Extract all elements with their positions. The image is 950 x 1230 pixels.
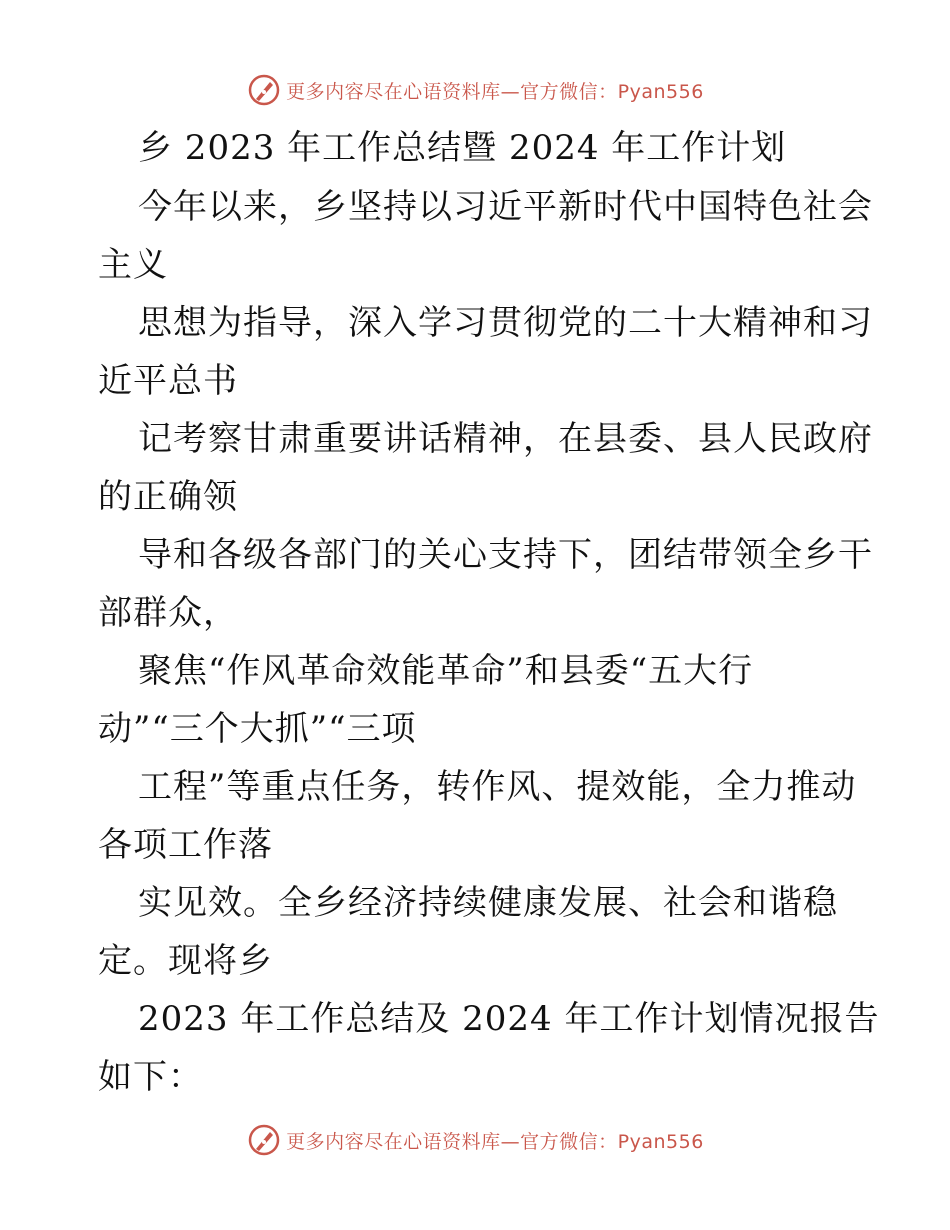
paragraph-line: 动”“三个大抓”“三项 xyxy=(98,709,417,749)
pen-logo-icon xyxy=(246,1122,282,1158)
paragraph-line: 聚焦“作风革命效能革命”和县委“五大行 xyxy=(138,651,754,691)
watermark-text: 更多内容尽在心语资料库—官方微信：Pyan556 xyxy=(286,1130,704,1153)
watermark-text: 更多内容尽在心语资料库—官方微信：Pyan556 xyxy=(286,80,704,103)
header-watermark xyxy=(0,70,950,110)
document-title: 乡 2023 年工作总结暨 2024 年工作计划 xyxy=(138,128,787,168)
paragraph-line: 近平总书 xyxy=(98,361,238,401)
paragraph-line: 思想为指导，深入学习贯彻党的二十大精神和习 xyxy=(138,303,873,343)
paragraph-line: 主义 xyxy=(98,245,168,285)
pen-logo-icon xyxy=(246,72,282,108)
paragraph-line: 定。现将乡 xyxy=(98,941,273,981)
paragraph-line: 工程”等重点任务，转作风、提效能，全力推动 xyxy=(138,767,857,807)
paragraph-line: 各项工作落 xyxy=(98,825,273,865)
paragraph-line: 导和各级各部门的关心支持下，团结带领全乡干 xyxy=(138,535,873,575)
paragraph-line: 如下： xyxy=(98,1057,203,1097)
paragraph-line: 记考察甘肃重要讲话精神，在县委、县人民政府 xyxy=(138,419,873,459)
paragraph-line: 2023 年工作总结及 2024 年工作计划情况报告 xyxy=(138,999,880,1039)
paragraph-line: 部群众， xyxy=(98,593,238,633)
document-body xyxy=(98,118,880,1106)
paragraph-line: 的正确领 xyxy=(98,477,238,517)
paragraph-line: 实见效。全乡经济持续健康发展、社会和谐稳 xyxy=(138,883,838,923)
footer-watermark xyxy=(0,1120,950,1160)
paragraph-line: 今年以来，乡坚持以习近平新时代中国特色社会 xyxy=(138,187,873,227)
